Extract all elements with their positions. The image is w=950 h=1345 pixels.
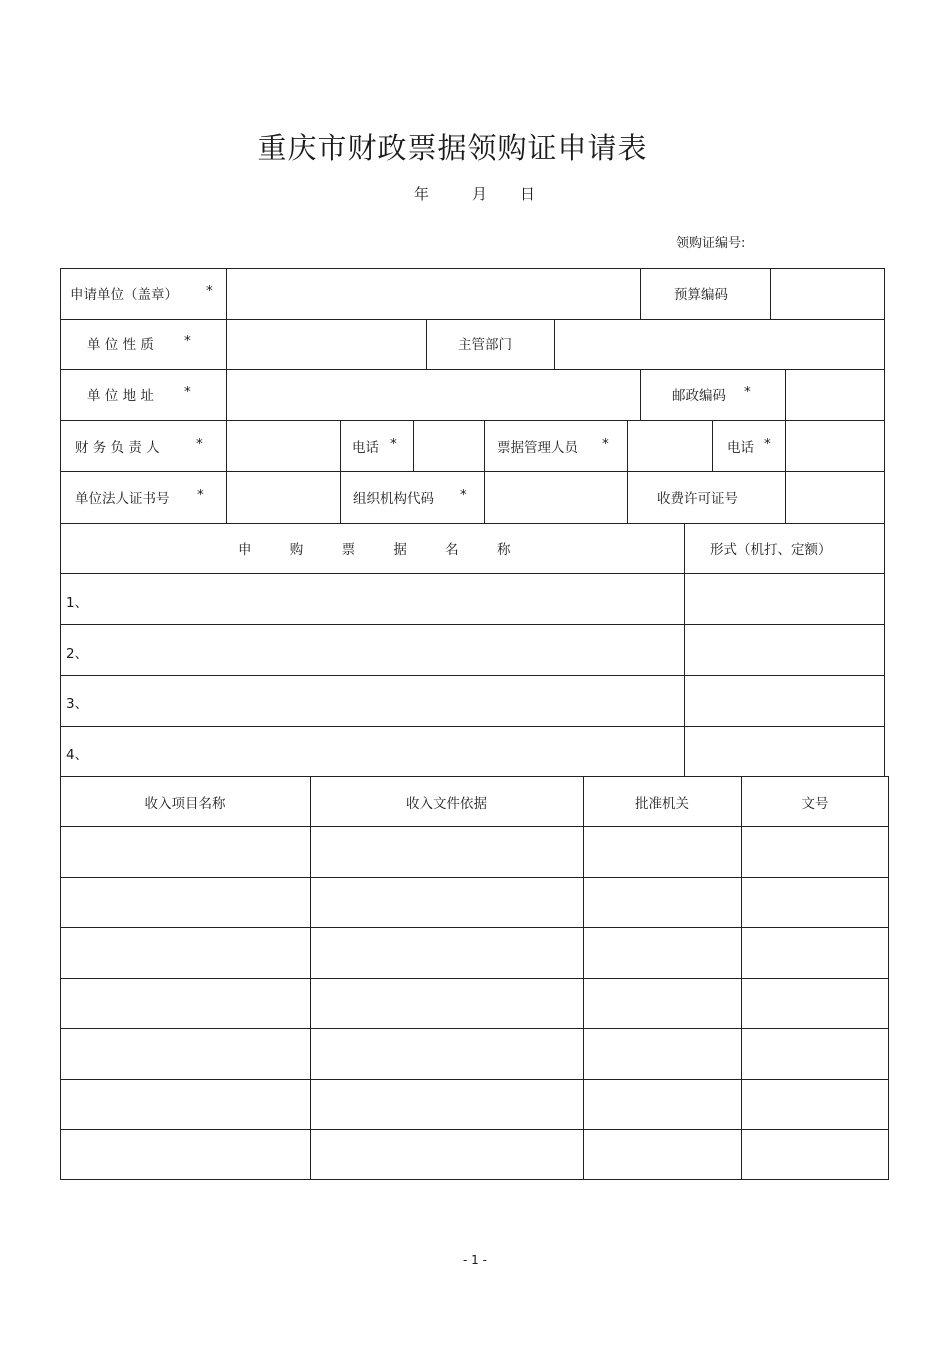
phone-field[interactable] xyxy=(786,421,884,470)
table-row[interactable] xyxy=(61,1029,888,1078)
purchase-form-field[interactable] xyxy=(685,575,884,623)
phone-label: 电话 xyxy=(352,440,379,456)
required-mark: * xyxy=(764,436,771,452)
applicant-unit-label: 申请单位（盖章） xyxy=(70,287,178,303)
org-code-field[interactable] xyxy=(485,472,626,522)
legal-cert-field[interactable] xyxy=(227,472,339,522)
postal-code-label: 邮政编码 xyxy=(672,388,726,404)
fee-permit-label: 收费许可证号 xyxy=(657,491,738,507)
purchase-name-field[interactable] xyxy=(90,575,683,623)
table-row[interactable] xyxy=(61,878,888,926)
page-title: 重庆市财政票据领购证申请表 xyxy=(257,131,648,165)
purchase-name-field[interactable] xyxy=(90,677,683,725)
purchase-name-field[interactable] xyxy=(90,728,683,776)
required-mark: * xyxy=(602,436,609,452)
unit-address-field[interactable] xyxy=(227,370,639,419)
purchase-name-header: 申 购 票 据 名 称 xyxy=(238,542,511,558)
supervising-dept-field[interactable] xyxy=(555,320,884,368)
income-basis-header: 收入文件依据 xyxy=(406,796,487,812)
budget-code-field[interactable] xyxy=(771,269,884,318)
purchase-name-field[interactable] xyxy=(90,626,683,674)
required-mark: * xyxy=(196,436,203,452)
table-row[interactable] xyxy=(61,1130,888,1179)
purchase-row-number: 2、 xyxy=(66,646,89,662)
supervising-dept-label: 主管部门 xyxy=(458,337,512,353)
required-mark: * xyxy=(184,333,191,349)
purchase-row-number: 4、 xyxy=(66,747,89,763)
table-row[interactable] xyxy=(61,928,888,977)
legal-cert-label: 单位法人证书号 xyxy=(75,491,170,507)
approval-authority-header: 批准机关 xyxy=(635,796,689,812)
bill-manager-label: 票据管理人员 xyxy=(497,440,578,456)
date-day-label: 日 xyxy=(520,185,536,203)
date-year-label: 年 xyxy=(414,185,430,203)
fee-permit-field[interactable] xyxy=(786,472,884,522)
phone-field[interactable] xyxy=(414,421,483,470)
purchase-form-field[interactable] xyxy=(685,677,884,725)
purchase-row-number: 1、 xyxy=(66,595,89,611)
required-mark: * xyxy=(184,384,191,400)
page-number: - 1 - xyxy=(463,1253,487,1267)
required-mark: * xyxy=(744,384,751,400)
required-mark: * xyxy=(197,487,204,503)
income-item-header: 收入项目名称 xyxy=(144,796,226,812)
budget-code-label: 预算编码 xyxy=(674,287,728,303)
required-mark: * xyxy=(460,487,467,503)
purchase-row-number: 3、 xyxy=(66,696,89,712)
unit-nature-label: 单 位 性 质 xyxy=(87,337,154,353)
table-row[interactable] xyxy=(61,1080,888,1128)
document-number-header: 文号 xyxy=(801,796,829,812)
unit-address-label: 单 位 地 址 xyxy=(87,388,154,404)
bill-manager-field[interactable] xyxy=(628,421,711,470)
org-code-label: 组织机构代码 xyxy=(353,491,434,507)
applicant-unit-field[interactable] xyxy=(227,269,639,318)
unit-nature-field[interactable] xyxy=(227,320,425,368)
purchase-form-field[interactable] xyxy=(685,728,884,776)
finance-head-label: 财 务 负 责 人 xyxy=(75,440,160,456)
permit-number-label: 领购证编号: xyxy=(676,236,746,251)
required-mark: * xyxy=(206,283,213,299)
date-month-label: 月 xyxy=(472,185,488,203)
required-mark: * xyxy=(390,436,397,452)
table-row[interactable] xyxy=(61,827,888,876)
table-row[interactable] xyxy=(61,979,888,1027)
phone-label: 电话 xyxy=(727,440,754,456)
postal-code-field[interactable] xyxy=(786,370,884,419)
purchase-form-field[interactable] xyxy=(685,626,884,674)
finance-head-field[interactable] xyxy=(227,421,339,470)
purchase-form-header: 形式（机打、定额） xyxy=(710,542,832,558)
